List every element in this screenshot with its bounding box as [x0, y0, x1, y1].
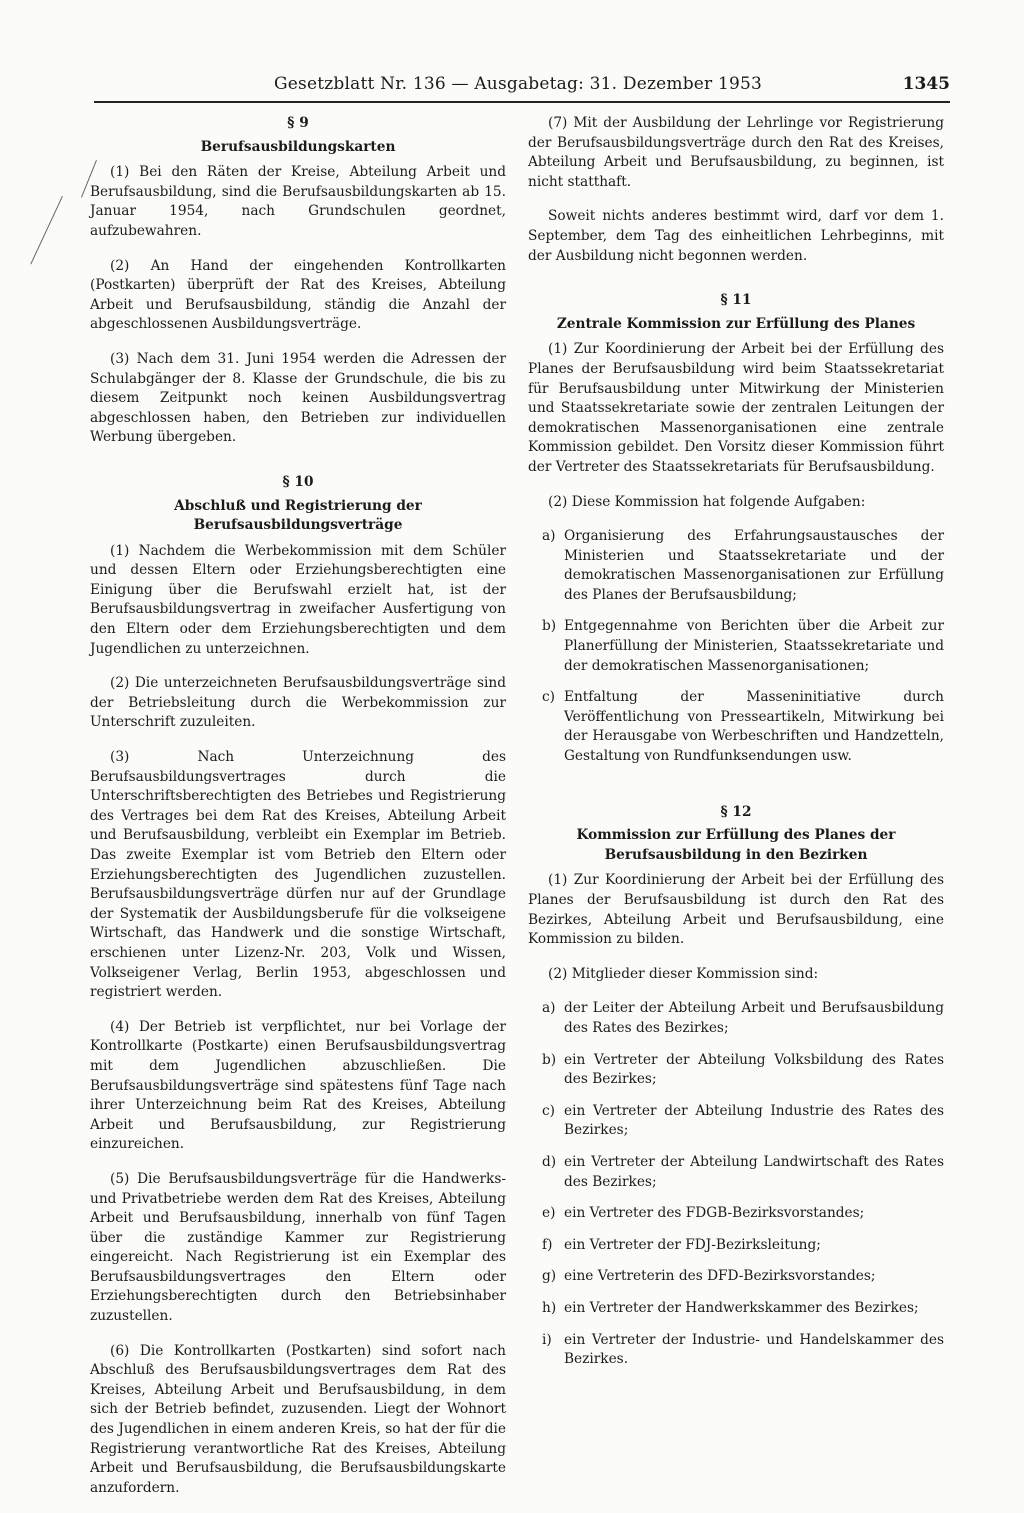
list-item	[528, 1204, 944, 1224]
list-item-text: ein Vertreter der Abteilung Volksbildung des Rates des Bezirkes;	[564, 1051, 944, 1088]
section-title-12: Kommission zur Erfüllung des Planes der Berufsausbildung in den Bezirken	[576, 827, 896, 863]
paragraph: (2) Mitglieder dieser Kommission sind:	[548, 965, 819, 982]
list-item	[528, 1102, 944, 1141]
list-item-label: e)	[542, 1205, 556, 1222]
list-item-label: d)	[542, 1153, 557, 1170]
section-title-10: Abschluß und Registrierung der Berufsausbildungsverträge	[174, 497, 422, 534]
paragraph: (7) Mit der Ausbildung der Lehrlinge vor Registrierung der Berufsausbildungsverträge durch den Rat des Kreises, Abteilung Arbeit und Berufsausbildung, zu beginnen, ist nicht statthaft.	[528, 115, 944, 190]
paragraph: (2) Die unterzeichneten Berufsausbildungsverträge sind der Betriebsleitung durch die Werbekommission zur Unterschrift zuzuleiten.	[90, 675, 506, 731]
list-item-label: g)	[542, 1268, 557, 1285]
paragraph: (5) Die Berufsausbildungsverträge für die Handwerks- und Privatbetriebe werden dem Rat des Kreises, Abteilung Arbeit und Berufsausbildung, innerhalb von fünf Tagen über die zuständige Kammer zur Registrierung eingereicht. Nach Registrierung ist ein Exemplar des Berufsausbildungsvertrages den Eltern oder Erziehungsberechtigten durch den Betriebsinhaber zuzustellen.	[90, 1170, 506, 1325]
paragraph: (1) Zur Koordinierung der Arbeit bei der Erfüllung des Planes der Berufsausbildung ist durch den Rat des Bezirkes, Abteilung Arbeit und Berufsausbildung, eine Kommission zu bilden.	[528, 872, 944, 948]
paragraph: Soweit nichts anderes bestimmt wird, darf vor dem 1. September, dem Tag des einheitlichen Lehrbeginns, mit der Ausbildung nicht begonnen werden.	[528, 208, 944, 264]
list-item	[528, 999, 944, 1038]
list-item-text: ein Vertreter der Industrie- und Handelskammer des Bezirkes.	[564, 1331, 944, 1368]
member-list	[528, 999, 944, 1369]
list-item-label: b)	[542, 618, 557, 635]
list-item-label: f)	[542, 1236, 553, 1253]
list-item-text: ein Vertreter der FDJ-Bezirksleitung;	[564, 1236, 821, 1253]
list-item-label: a)	[542, 528, 556, 545]
left-column	[90, 114, 506, 1513]
list-item-label: c)	[542, 1102, 556, 1119]
list-item-label: b)	[542, 1051, 557, 1068]
list-item-label: c)	[542, 689, 556, 706]
section-number-11: § 11	[720, 292, 752, 309]
page-number: 1345	[902, 74, 950, 94]
list-item	[528, 1051, 944, 1090]
list-item	[528, 1299, 944, 1319]
list-item	[528, 1331, 944, 1370]
list-item-text: Entgegennahme von Berichten über die Arbeit zur Planerfüllung der Ministerien, Staatssekretariate und der demokratischen Massenorganisationen;	[564, 618, 944, 674]
section-title-9: Berufsausbildungskarten	[200, 138, 396, 155]
section-number-10: § 10	[282, 473, 314, 490]
page-header	[94, 74, 950, 100]
list-item-text: ein Vertreter der Abteilung Industrie des Rates des Bezirkes;	[564, 1102, 944, 1139]
paragraph: (3) Nach dem 31. Juni 1954 werden die Adressen der Schulabgänger der 8. Klasse der Grundschule, die bis zu diesem Zeitpunkt noch keinen Ausbildungsvertrag abgeschlossen haben, den Betrieben zur individuellen Werbung übergeben.	[90, 350, 506, 446]
paragraph: (3) Nach Unterzeichnung des Berufsausbildungsvertrages durch die Unterschriftsberechtigten des Betriebes und Registrierung des Vertrages bei dem Rat des Kreises, Abteilung Arbeit und Berufsausbildung, verbleibt ein Exemplar im Betrieb. Das zweite Exemplar ist vom Betrieb den Eltern oder Erziehungsberechtigten des Jugendlichen zuzustellen. Berufsausbildungsverträge dürfen nur auf der Grundlage der Systematik der Ausbildungsberufe für die volkseigene Wirtschaft, das Handwerk und die sonstige Wirtschaft, erschienen unter Lizenz-Nr. 203, Volk und Wissen, Volkseigener Verlag, Berlin 1953, abgeschlossen und registriert werden.	[90, 749, 506, 1001]
list-item	[528, 527, 944, 605]
list-item-label: i)	[542, 1331, 552, 1348]
list-item	[528, 688, 944, 766]
list-item	[528, 1153, 944, 1192]
paragraph: (6) Die Kontrollkarten (Postkarten) sind sofort nach Abschluß des Berufsausbildungsvertrages dem Rat des Kreises, Abteilung Arbeit und Berufsausbildung, in dem sich der Betrieb befindet, zuzusenden. Liegt der Wohnort des Jugendlichen in einem anderen Kreis, so hat der für die Registrierung verantwortliche Rat des Kreises, Abteilung Arbeit und Berufsausbildung, die Berufsausbildungskarte anzufordern.	[90, 1342, 506, 1496]
paragraph: (2) Diese Kommission hat folgende Aufgaben:	[548, 493, 866, 510]
list-item-text: ein Vertreter der Handwerkskammer des Bezirkes;	[564, 1299, 919, 1316]
list-item-text: ein Vertreter des FDGB-Bezirksvorstandes;	[564, 1205, 865, 1222]
section-title-11: Zentrale Kommission zur Erfüllung des Planes	[556, 315, 916, 332]
section-number-12: § 12	[720, 803, 752, 820]
paragraph: (1) Zur Koordinierung der Arbeit bei der Erfüllung des Planes der Berufsausbildung wird beim Staatssekretariat für Berufsausbildung unter Mitwirkung der Ministerien und Staatssekretariate sowie der zentralen Leitungen der demokratischen Massenorganisationen eine zentrale Kommission gebildet. Den Vorsitz dieser Kommission führt der Vertreter des Staatssekretariats für Berufsausbildung.	[528, 341, 944, 475]
list-item-text: ein Vertreter der Abteilung Landwirtschaft des Rates des Bezirkes;	[564, 1153, 944, 1190]
paragraph: (2) An Hand der eingehenden Kontrollkarten (Postkarten) überprüft der Rat des Kreises, Abteilung Arbeit und Berufsausbildung, ständig die Anzahl der abgeschlossenen Ausbildungsverträge.	[90, 257, 506, 333]
margin-pencil-mark-2	[30, 196, 63, 264]
section-number-9: § 9	[287, 115, 309, 131]
list-item-label: a)	[542, 1000, 556, 1017]
list-item-text: der Leiter der Abteilung Arbeit und Berufsausbildung des Rates des Bezirkes;	[564, 1000, 944, 1036]
right-column	[528, 114, 944, 1382]
list-item-text: eine Vertreterin des DFD-Bezirksvorstandes;	[564, 1268, 876, 1285]
header-title: Gesetzblatt Nr. 136 — Ausgabetag: 31. Dezember 1953	[274, 74, 763, 94]
list-item-text: Organisierung des Erfahrungsaustausches der Ministerien und Staatssekretariate und der demokratischen Massenorganisationen zur Erfüllung des Planes der Berufsausbildung;	[564, 528, 944, 603]
list-item	[528, 1236, 944, 1256]
paragraph: (1) Nachdem die Werbekommission mit dem Schüler und dessen Eltern oder Erziehungsberechtigten eine Einigung über die Berufswahl erzielt hat, ist der Berufsausbildungsvertrag in zweifacher Ausfertigung von den Eltern oder dem Erziehungsberechtigten und dem Jugendlichen zu unterzeichnen.	[90, 542, 506, 657]
list-item-text: Entfaltung der Masseninitiative durch Veröffentlichung von Presseartikeln, Mitwirkung bei der Herausgabe von Werbeschriften und Handzetteln, Gestaltung von Rundfunksendungen usw.	[564, 689, 944, 765]
list-item	[528, 1267, 944, 1287]
task-list	[528, 527, 944, 767]
list-item	[528, 617, 944, 676]
paragraph: (1) Bei den Räten der Kreise, Abteilung Arbeit und Berufsausbildung, sind die Berufsausbildungskarten ab 15. Januar 1954, nach Grundschulen geordnet, aufzubewahren.	[90, 164, 506, 239]
list-item-label: h)	[542, 1299, 557, 1316]
header-rule	[94, 101, 950, 103]
paragraph: (4) Der Betrieb ist verpflichtet, nur bei Vorlage der Kontrollkarte (Postkarte) einen Berufsausbildungsvertrag mit dem Jugendlichen abzuschließen. Die Berufsausbildungsverträge sind spätestens fünf Tage nach ihrer Unterzeichnung beim Rat des Kreises, Abteilung Arbeit und Berufsausbildung, zur Registrierung einzureichen.	[90, 1018, 506, 1153]
